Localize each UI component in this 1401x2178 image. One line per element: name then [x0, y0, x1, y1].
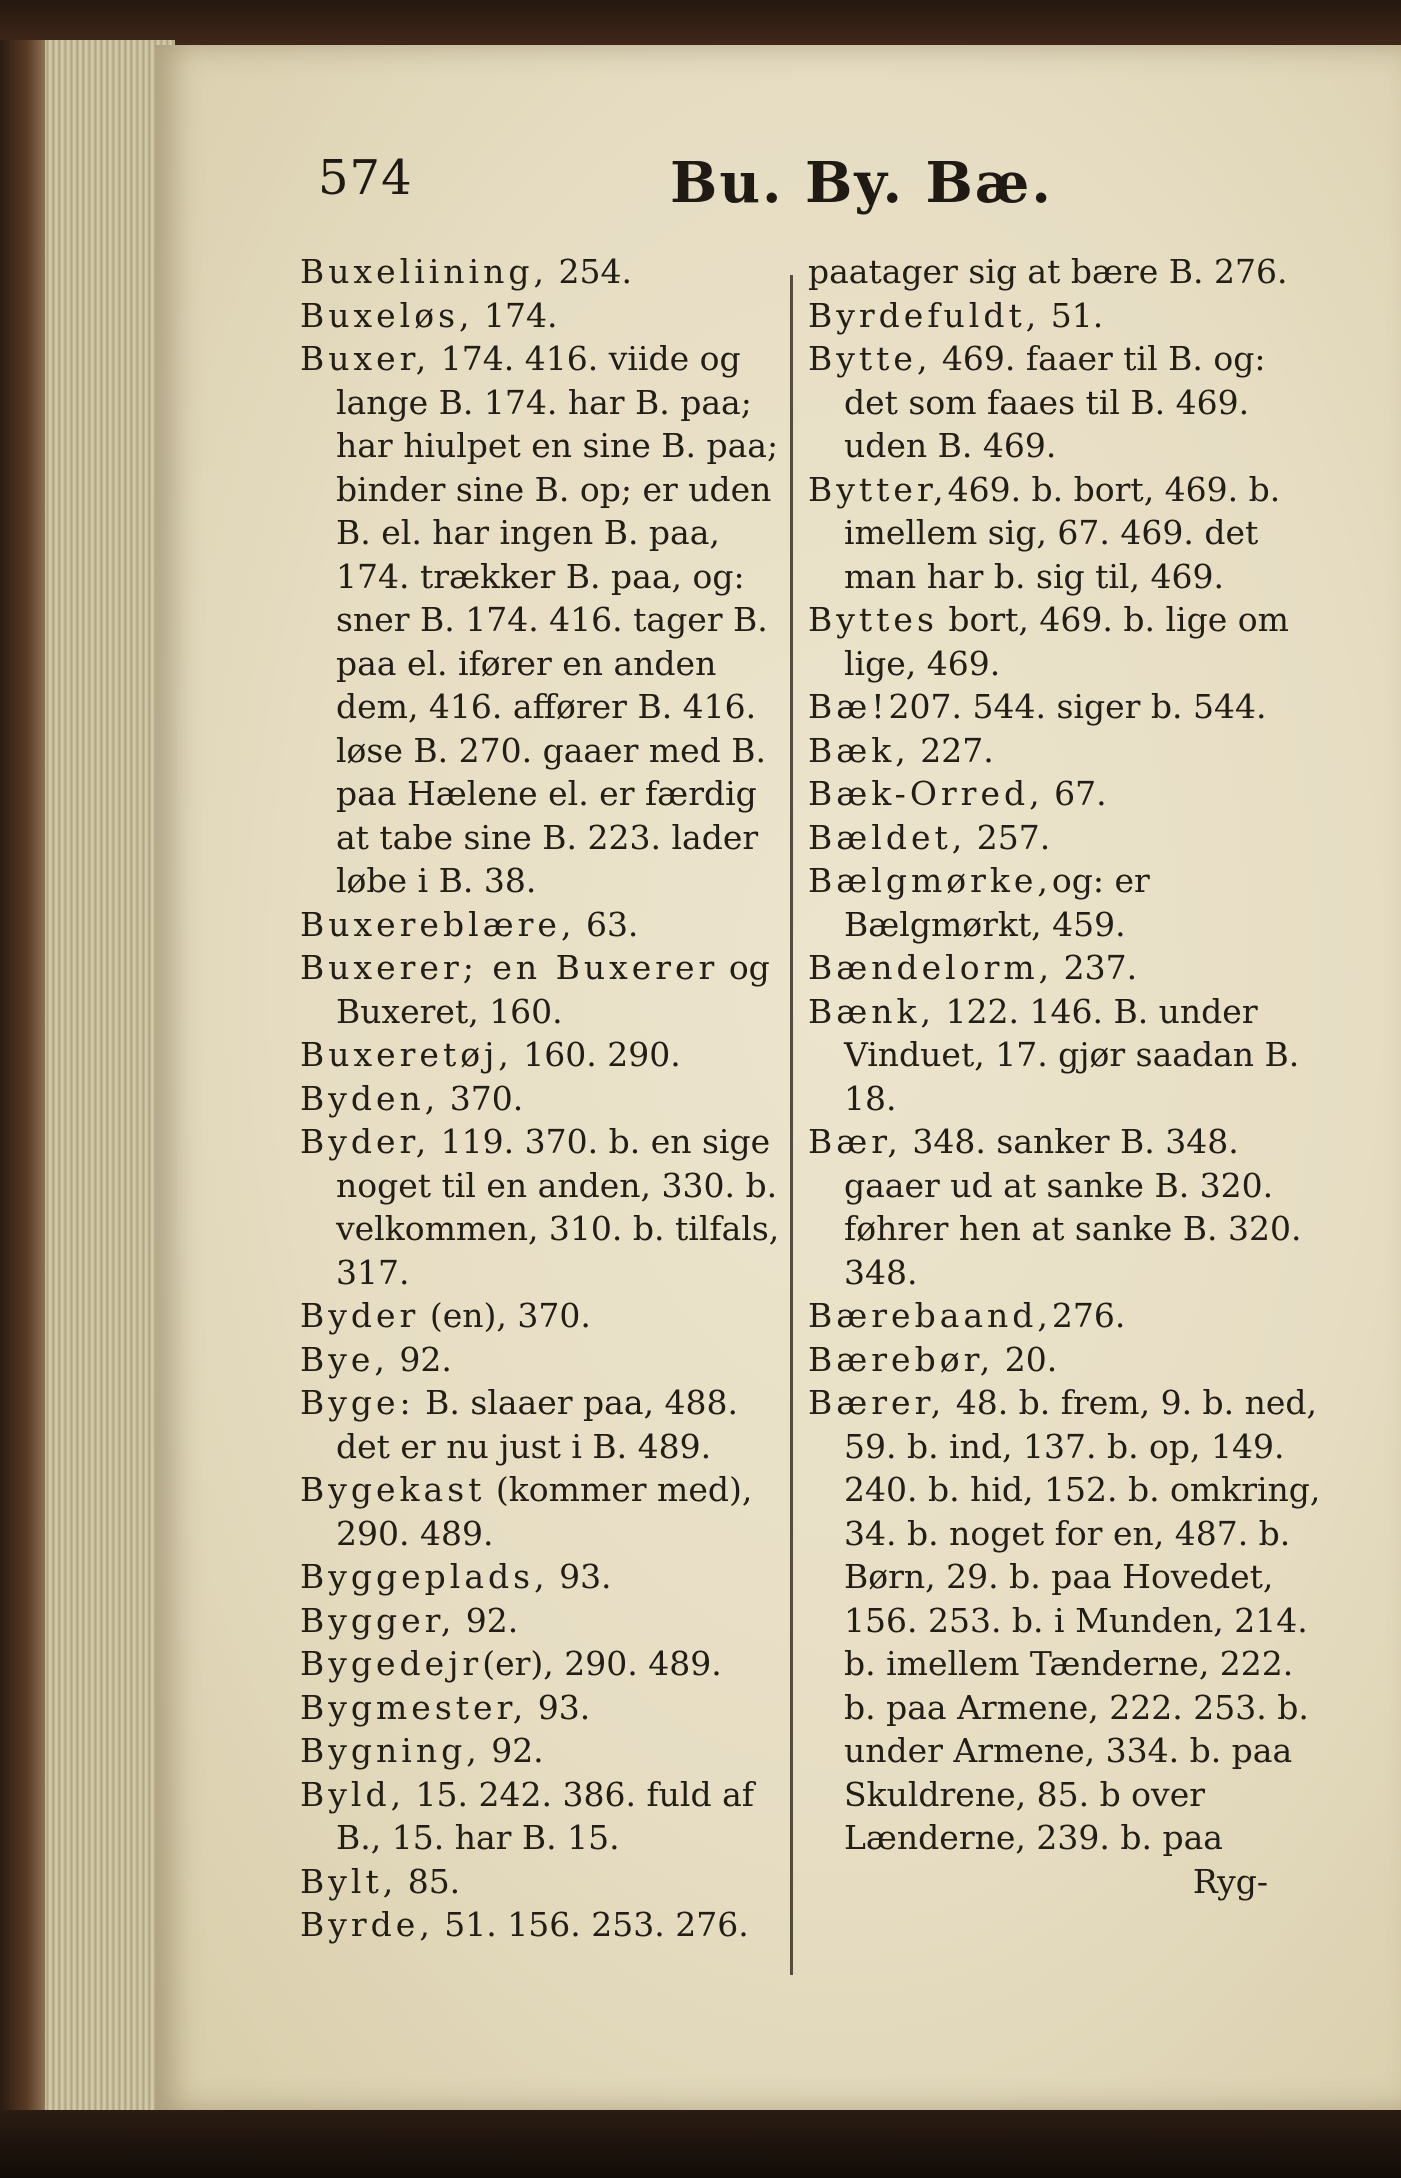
index-entry: [300, 250, 790, 294]
entry-references: (kommer med), 290. 489.: [336, 1470, 753, 1553]
left-column: [300, 250, 790, 1947]
index-entry: [808, 1294, 1328, 1338]
index-entry: [808, 337, 1328, 468]
page-header: [0, 150, 1401, 240]
entry-references: 469. faaer til B. og: det som faaes til B. 469. uden B. 469.: [844, 339, 1266, 465]
entry-references: 92.: [480, 1731, 544, 1770]
entry-references: 48. b. frem, 9. b. ned, 59. b. ind, 137. b. op, 149. 240. b. hid, 152. b. omkring, 34. b. noget for en, 487. b. Børn, 29. b. paa Hovedet, 156. 253. b. i Munden, 214. b. imellem Tænderne, 222. b. paa Armene, 222. 253. b. under Armene, 334. b. paa Skuldrene, 85. b over Lænderne, 239. b. paa: [844, 1383, 1321, 1857]
entry-references: 207. 544. siger b. 544.: [888, 687, 1267, 726]
index-entry: [300, 1729, 790, 1773]
index-entry: [300, 1381, 790, 1468]
entry-headword: Buxerer; en Buxerer: [300, 948, 719, 987]
entry-headword: Byggeplads,: [300, 1557, 549, 1596]
entry-references: 93.: [548, 1557, 612, 1596]
running-head: Bu. By. Bæ.: [670, 150, 1053, 216]
entry-references: 15. 242. 386. fuld af B., 15. har B. 15.: [336, 1774, 754, 1857]
entry-references: 257.: [966, 817, 1051, 857]
index-entry: [300, 946, 790, 1033]
index-entry: [808, 598, 1328, 685]
entry-headword: Bæk,: [808, 730, 910, 770]
book-bottom-edge: [0, 2110, 1401, 2178]
index-entry: [300, 1120, 790, 1294]
index-entry: [808, 1120, 1328, 1294]
entry-references: og Buxeret, 160.: [336, 948, 770, 1031]
entry-headword: Byttes: [808, 600, 938, 639]
entry-references: 93.: [527, 1687, 591, 1727]
entry-references: 254.: [547, 252, 632, 291]
page-number: 574: [318, 150, 413, 206]
entry-references: 160. 290.: [512, 1035, 681, 1074]
entry-references: bort, 469. b. lige om lige, 469.: [844, 600, 1289, 683]
index-entry: [300, 903, 790, 947]
entry-headword: Bændelorm,: [808, 948, 1054, 987]
entry-references: 276.: [1051, 1296, 1126, 1335]
entry-references: 51.: [1040, 295, 1104, 335]
entry-headword: Bytter,: [808, 469, 948, 509]
entry-references: 51. 156. 253. 276.: [433, 1905, 749, 1944]
entry-headword: Buxer,: [300, 339, 431, 378]
index-entry: [808, 294, 1328, 338]
index-entry: [300, 1033, 790, 1077]
index-entry: [300, 1642, 790, 1686]
entry-references: 174.: [473, 295, 558, 335]
entry-headword: Byder: [300, 1296, 420, 1335]
index-entry: [808, 729, 1328, 773]
index-entry: [300, 1686, 790, 1730]
entry-headword: Bygekast: [300, 1470, 486, 1509]
entry-headword: Bylt,: [300, 1861, 398, 1901]
index-entry: [300, 1860, 790, 1904]
entry-references: 63.: [575, 904, 639, 944]
right-column: [808, 250, 1328, 1903]
entry-references: 348. sanker B. 348. gaaer ud at sanke B. 320. føhrer hen at sanke B. 320. 348.: [844, 1122, 1302, 1292]
entry-headword: Byden,: [300, 1078, 440, 1118]
index-entry: [300, 1294, 790, 1338]
entry-headword: Byge:: [300, 1383, 415, 1422]
entry-headword: Bytte,: [808, 339, 932, 378]
entry-references: (en), 370.: [419, 1296, 591, 1335]
index-entry: [300, 1077, 790, 1121]
index-entry: [300, 1468, 790, 1555]
entry-headword: Bæk-Orred,: [808, 774, 1044, 813]
entry-headword: Bærebør,: [808, 1339, 995, 1379]
index-entry: [300, 337, 790, 903]
index-entry: [300, 1599, 790, 1643]
index-entry: [300, 1338, 790, 1382]
entry-headword: Buxereblære,: [300, 904, 576, 944]
index-entry: [808, 859, 1328, 946]
index-entry: [300, 1903, 790, 1947]
index-entry: [808, 990, 1328, 1121]
index-entry: [808, 685, 1328, 729]
index-entry: [808, 772, 1328, 816]
entry-headword: Bær,: [808, 1122, 902, 1161]
index-entry: [300, 294, 790, 338]
entry-references: B. slaaer paa, 488. det er nu just i B. 489.: [336, 1383, 738, 1466]
index-entry: [808, 946, 1328, 990]
entry-headword: Bærebaand,: [808, 1296, 1052, 1335]
entry-headword: Bælgmørke,: [808, 861, 1052, 900]
entry-references: og: er Bælgmørkt, 459.: [844, 861, 1150, 944]
index-entry: [808, 250, 1328, 294]
index-entry: [808, 1381, 1328, 1860]
entry-references: 469. b. bort, 469. b. imellem sig, 67. 469. det man har b. sig til, 469.: [844, 469, 1281, 596]
entry-headword: Bærer,: [808, 1383, 946, 1422]
entry-references: 20.: [994, 1339, 1058, 1379]
index-entry: [808, 468, 1328, 599]
catchword: Ryg-: [1192, 1861, 1268, 1901]
entry-headword: Bygger,: [300, 1600, 456, 1640]
entry-references: (er), 290. 489.: [482, 1644, 722, 1683]
index-entry: [300, 1555, 790, 1599]
entry-references: 174. 416. viide og lange B. 174. har B. paa; har hiulpet en sine B. paa; binder sine B. op; er uden B. el. har ingen B. paa, 174. trækker B. paa, og: sner B. 174. 416. tager B. paa el. ifører en anden dem, 416. affører B. 416. løse B. 270. gaaer med B. paa Hælene el. er færdig at tabe sine B. 223. lader løbe i B. 38.: [336, 339, 779, 900]
entry-headword: Bye,: [300, 1339, 389, 1379]
entry-references: 119. 370. b. en sige noget til en anden, 330. b. velkommen, 310. b. tilfals, 317.: [336, 1122, 780, 1292]
index-entry: [808, 816, 1328, 860]
entry-references: 85.: [397, 1861, 461, 1901]
entry-headword: Byld,: [300, 1774, 406, 1814]
entry-headword: Buxeløs,: [300, 295, 474, 335]
entry-references: 227.: [909, 730, 994, 770]
entry-headword: Bænk,: [808, 991, 936, 1031]
entry-headword: Bygedejr: [300, 1644, 483, 1683]
entry-headword: Bældet,: [808, 817, 967, 857]
entry-references: 370.: [439, 1078, 524, 1118]
index-entry: [808, 1338, 1328, 1382]
index-entry: [300, 1773, 790, 1860]
entry-headword: Bygning,: [300, 1731, 481, 1770]
entry-references: 92.: [388, 1339, 452, 1379]
entry-headword: Byder,: [300, 1122, 431, 1161]
column-divider: [790, 275, 793, 1975]
entry-headword: Bygmester,: [300, 1687, 528, 1727]
entry-headword: Bæ!: [808, 687, 889, 726]
entry-headword: Byrdefuldt,: [808, 295, 1041, 335]
entry-references: 67.: [1043, 774, 1107, 813]
entry-headword: Byrde,: [300, 1905, 434, 1944]
entry-references: paatager sig at bære B. 276.: [808, 252, 1288, 291]
entry-references: 122. 146. B. under Vinduet, 17. gjør saadan B. 18.: [844, 991, 1300, 1118]
entry-references: 92.: [455, 1600, 519, 1640]
entry-headword: Buxeliining,: [300, 252, 548, 291]
entry-headword: Buxeretøj,: [300, 1035, 513, 1074]
entry-references: 237.: [1053, 948, 1138, 987]
book-spine: [0, 40, 45, 2140]
